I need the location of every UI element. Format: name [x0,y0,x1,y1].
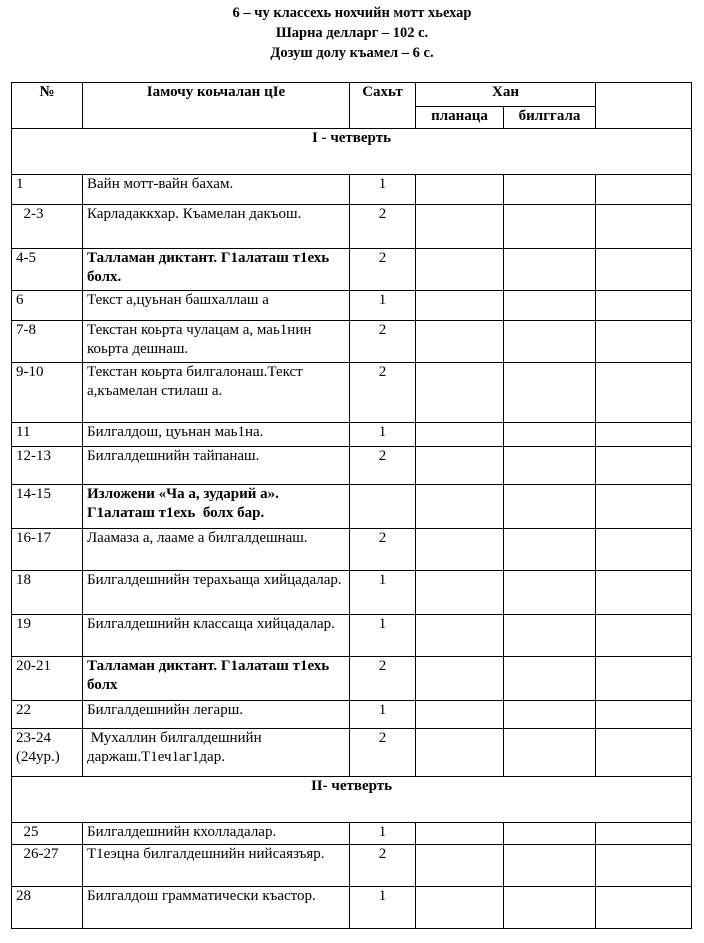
table-row [12,321,692,363]
extra-cell [596,423,692,447]
table-row [12,363,692,423]
table-row [12,529,692,571]
lesson-topic: Вайн мотт-вайн бахам. [83,175,350,205]
lesson-topic: Текстан коьрта билгалонаш.Текст а,къамелан стилаш а. [83,363,350,423]
lesson-hours: 2 [350,205,416,249]
extra-cell [596,205,692,249]
table-row [12,205,692,249]
lesson-number: 9-10 [12,363,83,423]
extra-cell [596,887,692,929]
planned-date-cell [416,529,504,571]
header-hours: Сахьт [350,83,416,129]
lesson-hours: 2 [350,363,416,423]
lesson-number: 18 [12,571,83,615]
lesson-number: 26-27 [12,845,83,887]
lesson-number: 22 [12,701,83,729]
lesson-topic: Билгалдешнийн классаща хийцадалар. [83,615,350,657]
header-class-title: 6 – чу классехь нохчийн мотт хьехар [232,5,472,21]
lesson-topic: Лаамаза а, лааме а билгалдешнаш. [83,529,350,571]
actual-date-cell [504,447,596,485]
extra-cell [596,321,692,363]
actual-date-cell [504,845,596,887]
extra-cell [596,615,692,657]
planned-date-cell [416,205,504,249]
actual-date-cell [504,887,596,929]
lesson-topic: Билгалдош грамматически къастор. [83,887,350,929]
extra-cell [596,175,692,205]
table-row [12,615,692,657]
extra-cell [596,845,692,887]
planned-date-cell [416,571,504,615]
lesson-number: 12-13 [12,447,83,485]
planned-date-cell [416,175,504,205]
planned-date-cell [416,729,504,777]
extra-cell [596,291,692,321]
planned-date-cell [416,447,504,485]
quarter-title: I - четверть [12,129,692,175]
lesson-number: 28 [12,887,83,929]
lesson-number: 25 [12,823,83,845]
header-topic: Iамочу коьчалан цIе [83,83,350,129]
actual-date-cell [504,657,596,701]
lesson-plan-table [11,82,692,929]
extra-cell [596,529,692,571]
header-number: № [12,83,83,129]
lesson-topic: Билгалдешнийн тайпанаш. [83,447,350,485]
actual-date-cell [504,485,596,529]
lesson-topic: Билгалдешнийн легарш. [83,701,350,729]
extra-cell [596,249,692,291]
lesson-number: 4-5 [12,249,83,291]
extra-cell [596,485,692,529]
extra-cell [596,657,692,701]
actual-date-cell [504,175,596,205]
planned-date-cell [416,249,504,291]
lesson-hours: 2 [350,845,416,887]
planned-date-cell [416,485,504,529]
lesson-topic: Талламан диктант. Г1алаташ т1ехь болх. [83,249,350,291]
table-row [12,485,692,529]
table-row [12,291,692,321]
lesson-number: 2-3 [12,205,83,249]
lesson-number: 19 [12,615,83,657]
lesson-hours: 1 [350,615,416,657]
table-row [12,571,692,615]
lesson-topic: Талламан диктант. Г1алаташ т1ехь болх [83,657,350,701]
actual-date-cell [504,423,596,447]
lesson-hours: 1 [350,291,416,321]
lesson-hours: 2 [350,657,416,701]
lesson-number: 20-21 [12,657,83,701]
lesson-topic: Текстан коьрта чулацам а, маь1нин коьрта дешнаш. [83,321,350,363]
lesson-number: 23-24 (24ур.) [12,729,83,777]
actual-date-cell [504,729,596,777]
lesson-topic: Текст а,цуьнан башхаллаш а [83,291,350,321]
actual-date-cell [504,321,596,363]
planned-date-cell [416,615,504,657]
lesson-hours [350,485,416,529]
planned-date-cell [416,845,504,887]
table-row [12,729,692,777]
lesson-topic: Т1еэцна билгалдешнийн нийсаязъяр. [83,845,350,887]
table-header-row [12,83,692,107]
extra-cell [596,701,692,729]
table-row [12,701,692,729]
header-speech-hours: Дозуш долу къамел – 6 с. [270,45,434,61]
lesson-hours: 2 [350,729,416,777]
table-row [12,423,692,447]
actual-date-cell [504,205,596,249]
header-empty [596,83,692,129]
lesson-hours: 2 [350,529,416,571]
lesson-topic: Мухаллин билгалдешнийн даржаш.Т1еч1аг1дар. [83,729,350,777]
lesson-hours: 1 [350,175,416,205]
actual-date-cell [504,529,596,571]
header-total-hours: Шарна делларг – 102 с. [275,25,429,41]
extra-cell [596,447,692,485]
lesson-topic: Билгалдош, цуьнан маь1на. [83,423,350,447]
document-header [0,3,704,63]
lesson-topic: Билгалдешнийн кхолладалар. [83,823,350,845]
planned-date-cell [416,701,504,729]
actual-date-cell [504,363,596,423]
lesson-number: 16-17 [12,529,83,571]
lesson-hours: 1 [350,823,416,845]
lesson-hours: 2 [350,249,416,291]
header-date: Хан [416,83,596,107]
extra-cell [596,571,692,615]
lesson-number: 11 [12,423,83,447]
lesson-hours: 1 [350,701,416,729]
lesson-number: 1 [12,175,83,205]
planned-date-cell [416,657,504,701]
actual-date-cell [504,291,596,321]
planned-date-cell [416,363,504,423]
lesson-topic: Изложени «Ча а, зударий а». Г1алаташ т1ехь болх бар. [83,485,350,529]
table-row [12,249,692,291]
planned-date-cell [416,823,504,845]
planned-date-cell [416,887,504,929]
lesson-hours: 1 [350,423,416,447]
header-planned: планаца [416,107,504,129]
lesson-number: 7-8 [12,321,83,363]
table-row [12,845,692,887]
planned-date-cell [416,423,504,447]
actual-date-cell [504,571,596,615]
lesson-hours: 2 [350,447,416,485]
actual-date-cell [504,615,596,657]
lesson-number: 14-15 [12,485,83,529]
quarter-row [12,129,692,175]
lesson-topic: Карладаккхар. Къамелан дакъош. [83,205,350,249]
extra-cell [596,363,692,423]
table-row [12,447,692,485]
extra-cell [596,729,692,777]
table-row [12,657,692,701]
quarter-title: II- четверть [12,777,692,823]
lesson-number: 6 [12,291,83,321]
table-row [12,823,692,845]
planned-date-cell [416,291,504,321]
lesson-hours: 1 [350,571,416,615]
quarter-row [12,777,692,823]
actual-date-cell [504,823,596,845]
lesson-hours: 2 [350,321,416,363]
actual-date-cell [504,249,596,291]
header-actual: билггала [504,107,596,129]
actual-date-cell [504,701,596,729]
table-row [12,175,692,205]
table-row [12,887,692,929]
lesson-topic: Билгалдешнийн терахьаща хийцадалар. [83,571,350,615]
extra-cell [596,823,692,845]
lesson-hours: 1 [350,887,416,929]
planned-date-cell [416,321,504,363]
